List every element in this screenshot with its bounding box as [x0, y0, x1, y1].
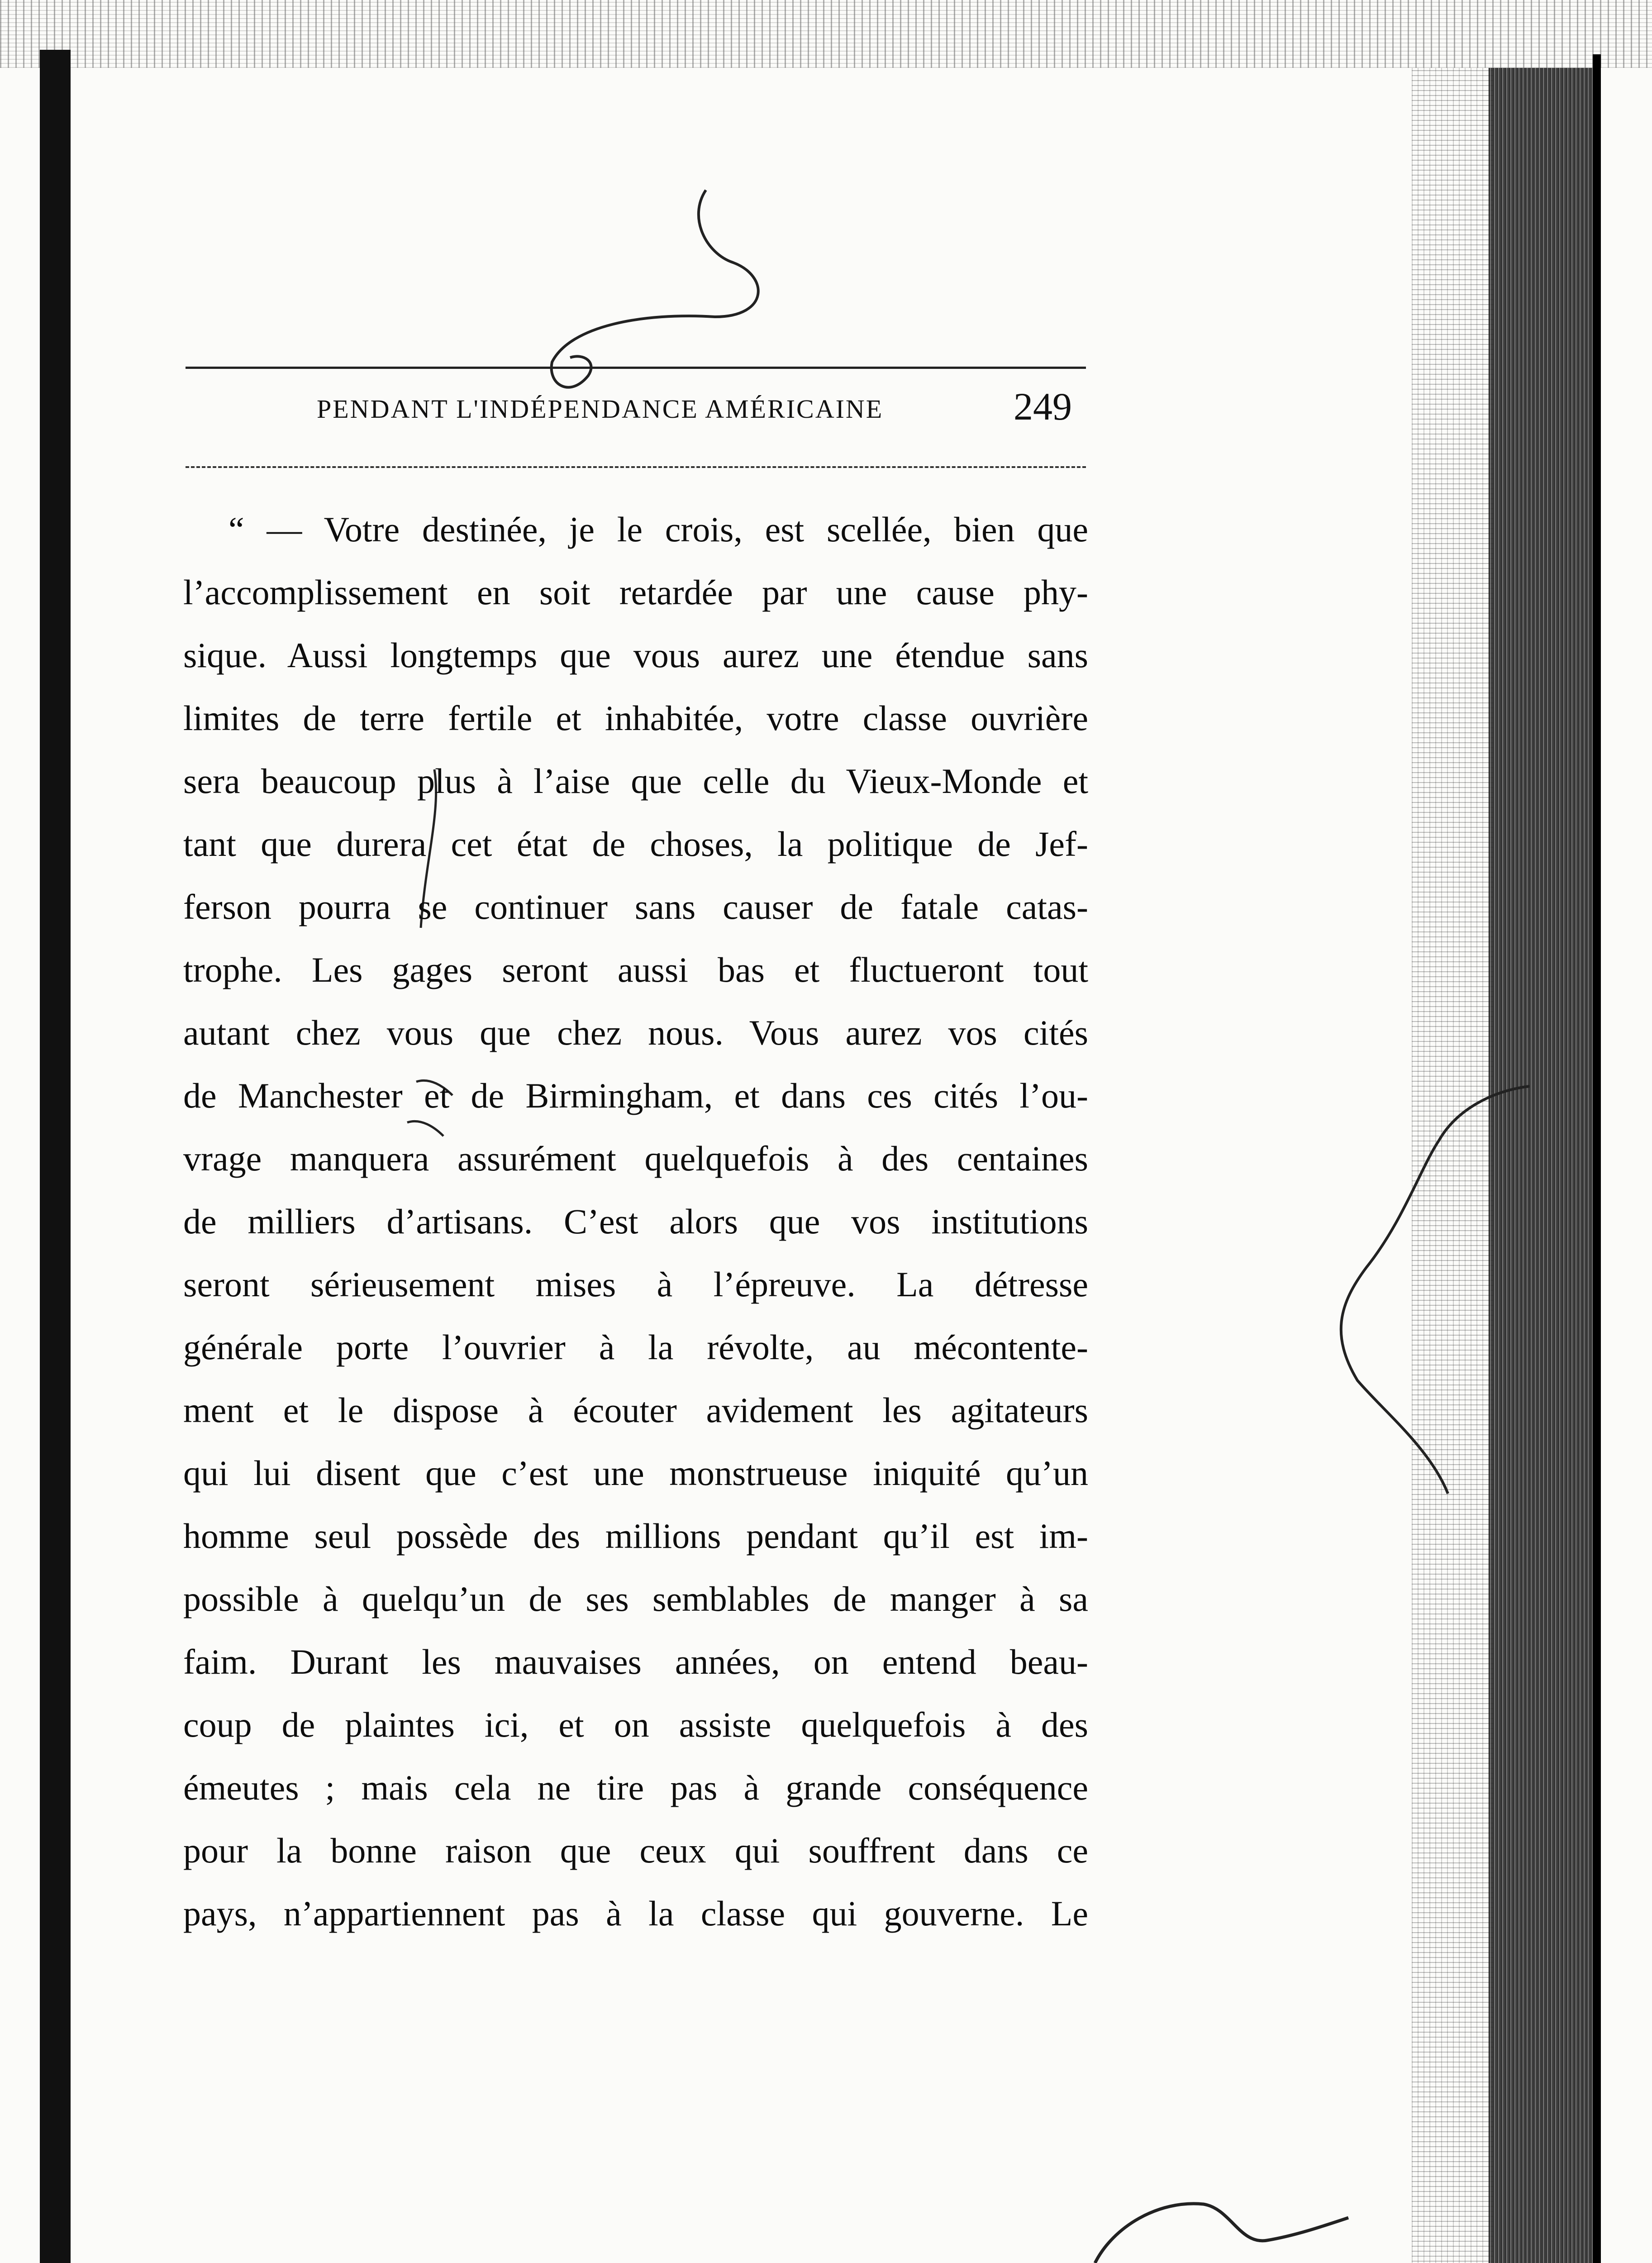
- text-line: de Manchester et de Birmingham, et dans ces cités l’ou-: [183, 1076, 1088, 1115]
- header-rule-top: [186, 367, 1086, 369]
- text-line: ment et le dispose à écouter avidement les agitateurs: [183, 1390, 1088, 1430]
- text-line: trophe. Les gages seront aussi bas et fluctueront tout: [183, 950, 1088, 989]
- text-line: possible à quelqu’un de ses semblables de manger à sa: [183, 1579, 1088, 1618]
- scan-noise-top: [0, 0, 1652, 68]
- text-line: sique. Aussi longtemps que vous aurez une étendue sans: [183, 635, 1088, 675]
- text-line: seront sérieusement mises à l’épreuve. La détresse: [183, 1265, 1088, 1304]
- text-line: tant que durera cet état de choses, la politique de Jef-: [183, 824, 1088, 864]
- text-line: émeutes ; mais cela ne tire pas à grande conséquence: [183, 1768, 1088, 1807]
- scan-edge-line: [1593, 54, 1601, 2263]
- header-rule-bottom: [186, 466, 1086, 468]
- text-line: de milliers d’artisans. C’est alors que vos institutions: [183, 1202, 1088, 1241]
- hair-artifact-top: [552, 190, 758, 387]
- scan-binding-shadow: [40, 50, 71, 2263]
- scan-edge-speckle: [1412, 68, 1493, 2263]
- text-line: l’accomplissement en soit retardée par une cause phy-: [183, 573, 1088, 612]
- text-line: autant chez vous que chez nous. Vous aurez vos cités: [183, 1013, 1088, 1052]
- text-line: sera beaucoup plus à l’aise que celle du Vieux-Monde et: [183, 761, 1088, 801]
- hair-artifact-bottom: [1095, 2204, 1348, 2263]
- text-line: homme seul possède des millions pendant qu’il est im-: [183, 1516, 1088, 1556]
- scan-page-edge: [1489, 68, 1597, 2263]
- text-line: faim. Durant les mauvaises années, on entend beau-: [183, 1642, 1088, 1681]
- text-line: limites de terre fertile et inhabitée, votre classe ouvrière: [183, 698, 1088, 738]
- text-line: “ — Votre destinée, je le crois, est scellée, bien que: [229, 510, 1088, 549]
- text-line: pays, n’appartiennent pas à la classe qui gouverne. Le: [183, 1894, 1088, 1933]
- text-line: coup de plaintes ici, et on assiste quelquefois à des: [183, 1705, 1088, 1744]
- running-title: PENDANT L'INDÉPENDANCE AMÉRICAINE: [317, 394, 884, 424]
- text-line: vrage manquera assurément quelquefois à des centaines: [183, 1139, 1088, 1178]
- text-line: générale porte l’ouvrier à la révolte, au mécontente-: [183, 1327, 1088, 1367]
- text-line: ferson pourra se continuer sans causer de fatale catas-: [183, 887, 1088, 926]
- text-line: qui lui disent que c’est une monstrueuse iniquité qu’un: [183, 1453, 1088, 1493]
- page-number: 249: [1014, 385, 1072, 428]
- text-line: pour la bonne raison que ceux qui souffrent dans ce: [183, 1831, 1088, 1870]
- body-text: [183, 498, 1088, 1945]
